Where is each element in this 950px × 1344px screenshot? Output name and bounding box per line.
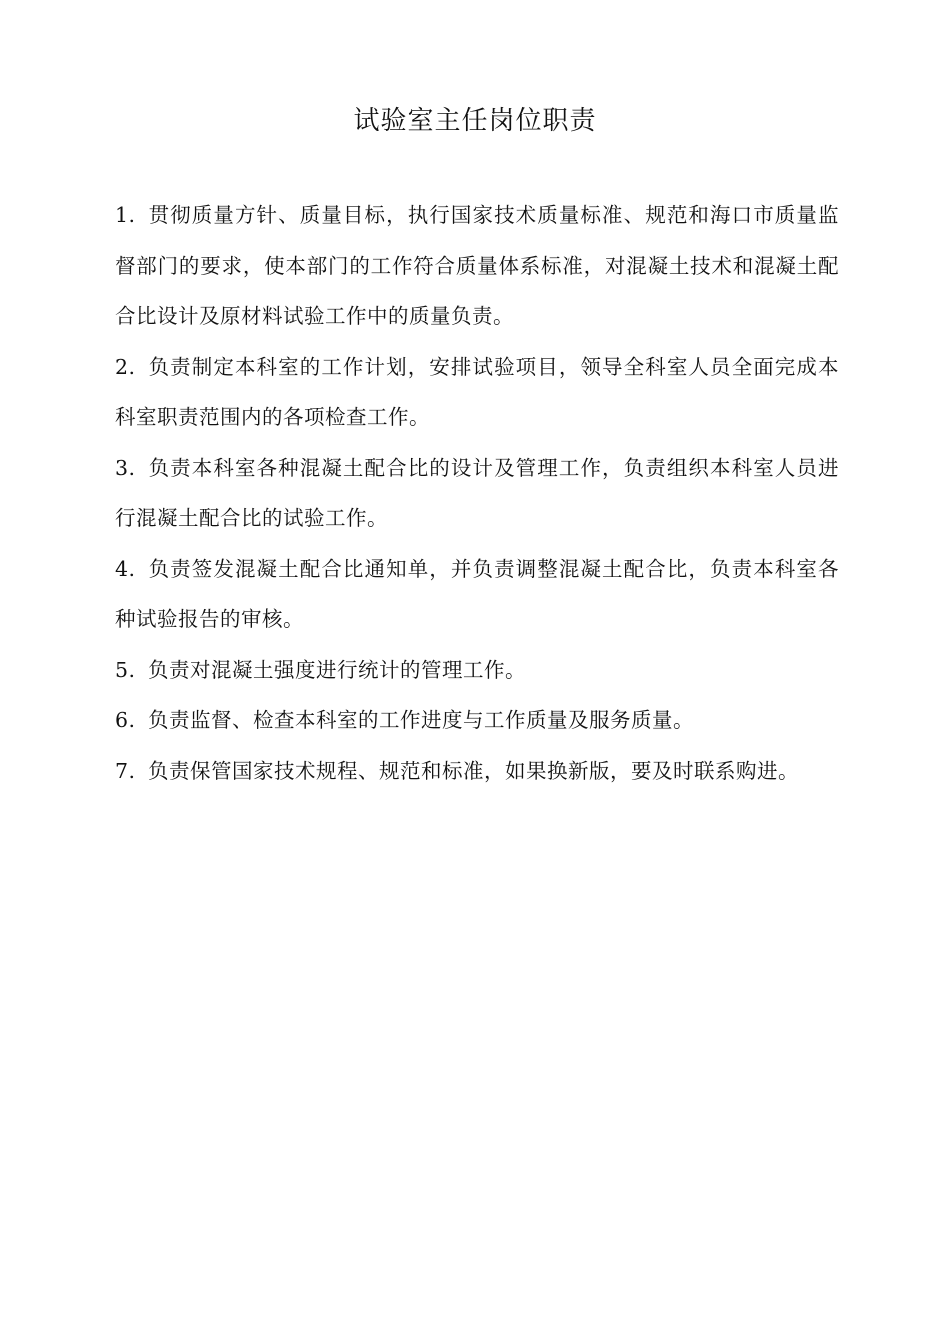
item-text: 负责对混凝土强度进行统计的管理工作。 xyxy=(148,657,526,682)
item-number: 6. xyxy=(115,708,136,732)
item-number: 4. xyxy=(115,556,136,581)
item-text: 负责保管国家技术规程、规范和标准，如果换新版，要及时联系购进。 xyxy=(148,758,799,783)
item-number: 7. xyxy=(115,758,136,783)
list-item xyxy=(115,544,839,645)
duty-list xyxy=(115,190,839,796)
list-item xyxy=(115,645,839,696)
page-title: 试验室主任岗位职责 xyxy=(353,106,597,137)
item-text: 负责本科室各种混凝土配合比的设计及管理工作，负责组织本科室人员进行混凝土配合比的试验工作。 xyxy=(115,455,839,530)
list-item xyxy=(115,695,839,746)
item-text: 贯彻质量方针、质量目标，执行国家技术质量标准、规范和海口市质量监督部门的要求，使本部门的工作符合质量体系标准，对混凝土技术和混凝土配合比设计及原材料试验工作中的质量负责。 xyxy=(115,203,839,328)
item-number: 2. xyxy=(115,354,136,379)
item-text: 负责签发混凝土配合比通知单，并负责调整混凝土配合比，负责本科室各种试验报告的审核。 xyxy=(115,556,839,631)
list-item xyxy=(115,746,839,797)
item-number: 5. xyxy=(115,657,136,682)
item-text: 负责监督、检查本科室的工作进度与工作质量及服务质量。 xyxy=(148,708,694,732)
item-number: 3. xyxy=(115,455,136,480)
item-text: 负责制定本科室的工作计划，安排试验项目，领导全科室人员全面完成本科室职责范围内的各项检查工作。 xyxy=(115,354,839,429)
list-item xyxy=(115,342,839,443)
item-number: 1. xyxy=(115,203,136,227)
list-item xyxy=(115,443,839,544)
list-item xyxy=(115,190,839,342)
